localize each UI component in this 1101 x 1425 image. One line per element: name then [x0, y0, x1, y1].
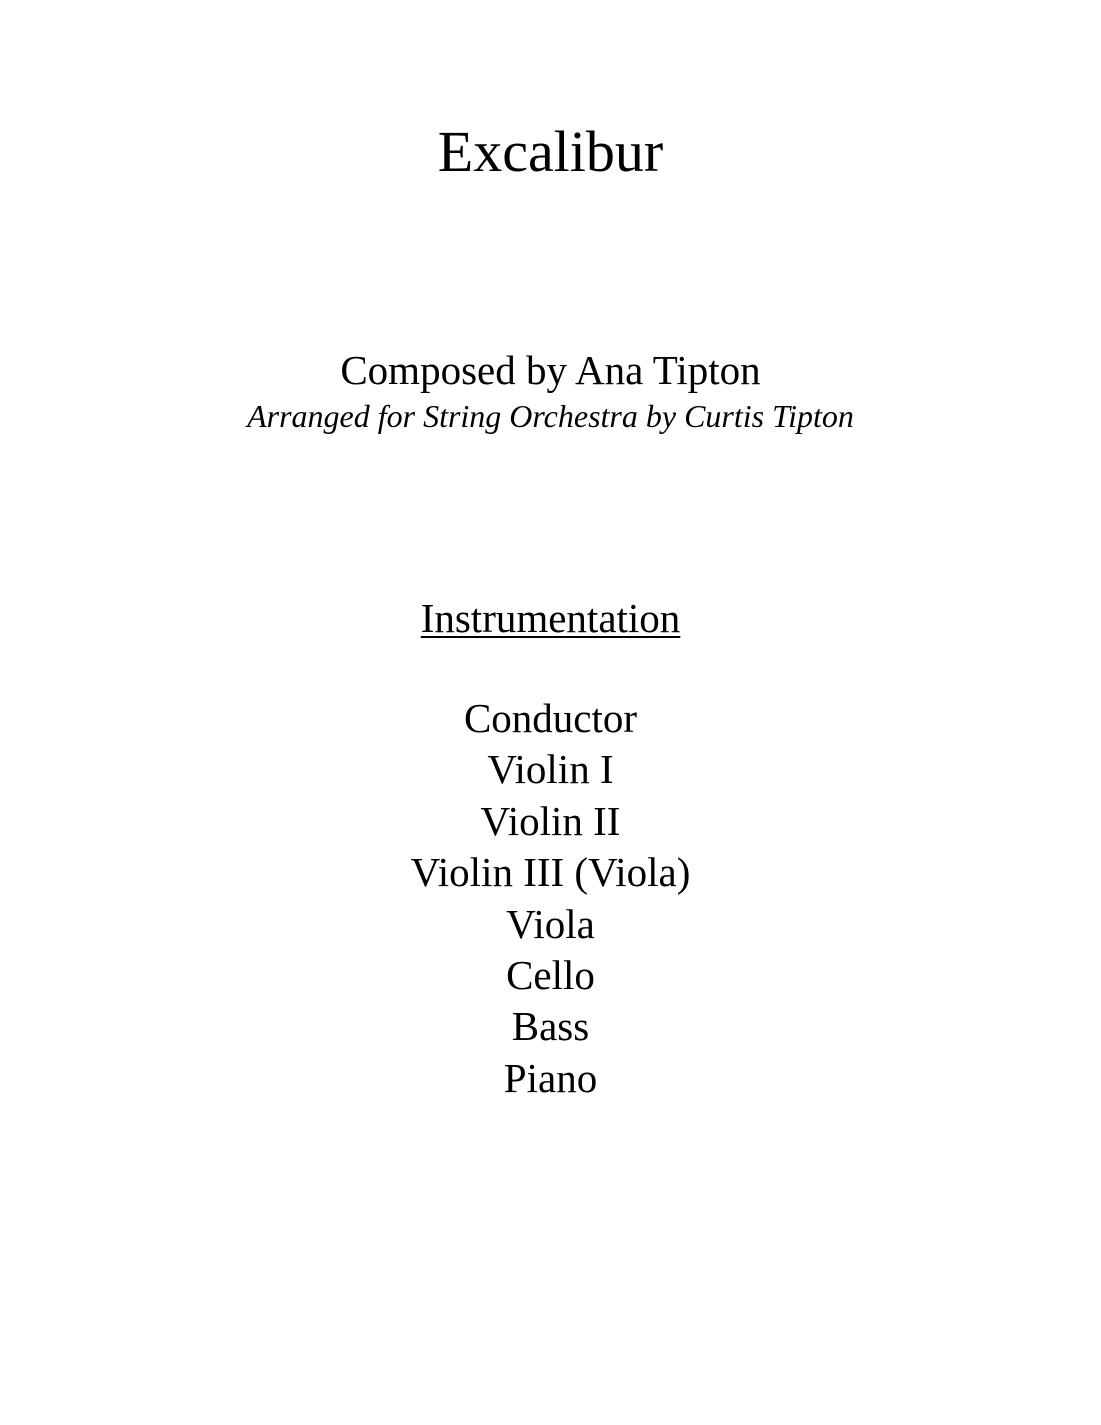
instrument-item-violin-1: Violin I [487, 746, 614, 793]
instrument-item-violin-2: Violin II [480, 797, 621, 844]
instrumentation-heading [0, 594, 1101, 642]
instrument-item-bass: Bass [511, 1003, 590, 1050]
instrument-item-conductor: Conductor [463, 695, 638, 741]
instrument-item-viola: Viola [506, 900, 595, 947]
arranger-credit: Arranged for String Orchestra by Curtis Tipton [247, 398, 854, 434]
instrumentation-heading-text: Instrumentation [420, 595, 681, 641]
instrument-item-piano: Piano [503, 1054, 598, 1101]
piece-title: Excalibur [437, 119, 664, 184]
instrument-list [0, 693, 1101, 1104]
instrument-item-cello: Cello [506, 952, 595, 999]
instrument-item-violin-3: Violin III (Viola) [410, 849, 691, 896]
composer-credit: Composed by Ana Tipton [340, 347, 761, 393]
